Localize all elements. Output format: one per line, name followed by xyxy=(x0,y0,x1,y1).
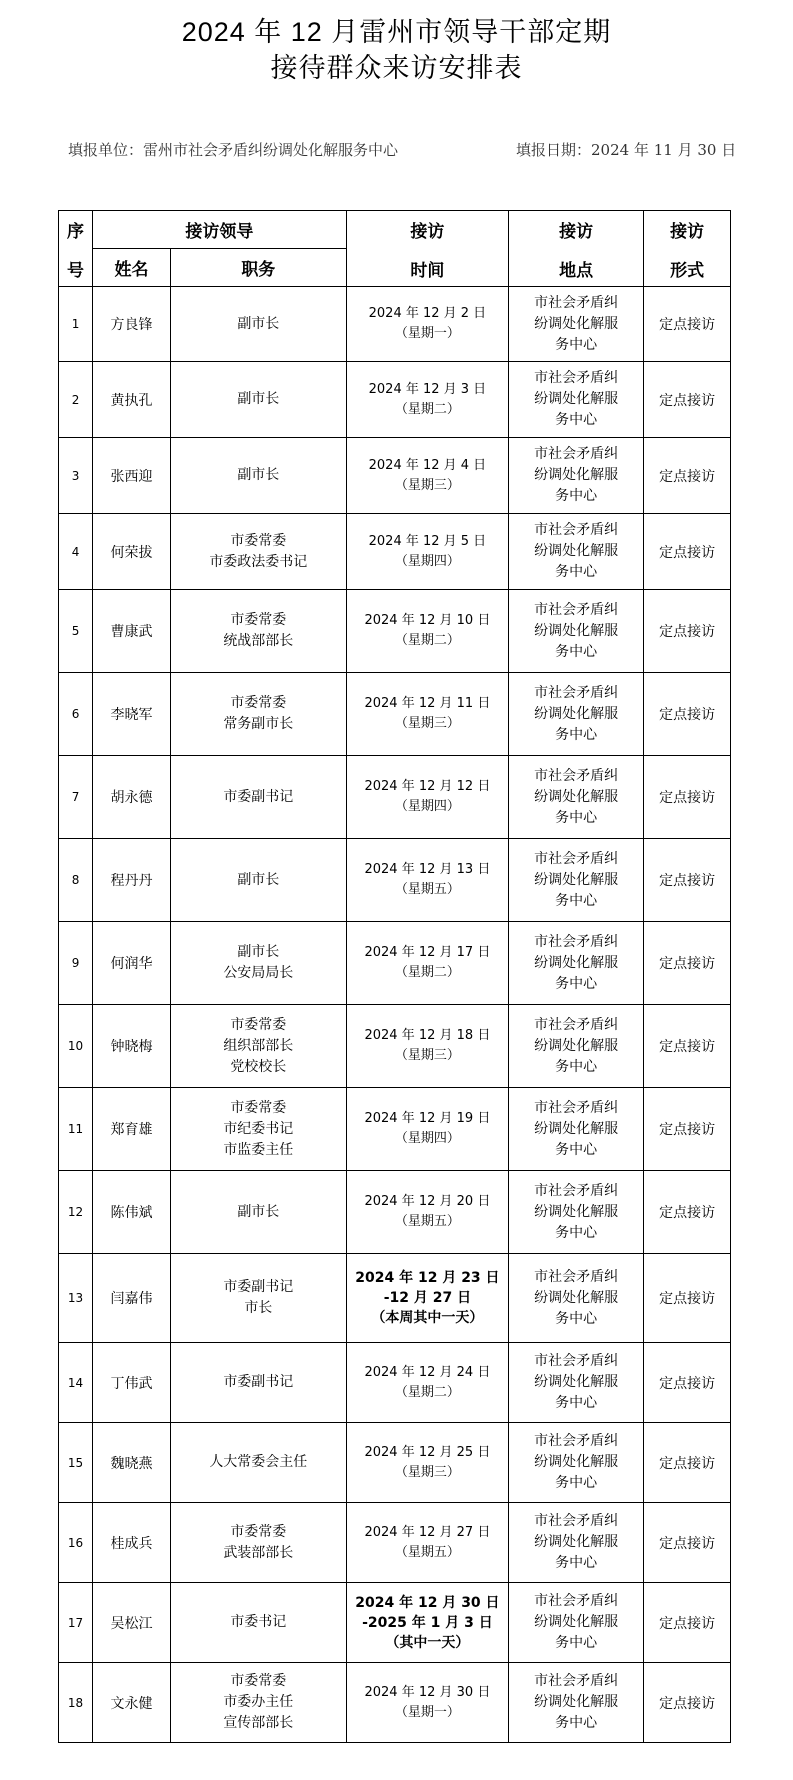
visit-place xyxy=(509,287,644,362)
time-line: 2024 年 12 月 20 日 xyxy=(364,1194,491,1209)
leader-position xyxy=(170,1583,346,1663)
place-line: 纷调处化解服 xyxy=(534,1374,619,1390)
place-line: 务中心 xyxy=(555,726,598,743)
row-number: 11 xyxy=(59,1088,93,1171)
time-line: （星期四） xyxy=(394,1131,460,1146)
row-number: 4 xyxy=(59,514,93,590)
place-line: 纷调处化解服 xyxy=(534,1037,619,1054)
visit-time xyxy=(346,514,509,590)
header-form xyxy=(644,211,731,287)
visit-form: 定点接访 xyxy=(644,287,731,362)
visit-time xyxy=(346,287,509,362)
position-line: 市委常委 xyxy=(230,1673,287,1689)
position-line: 宣传部部长 xyxy=(223,1715,294,1731)
leader-position xyxy=(170,514,346,590)
visit-time xyxy=(346,673,509,756)
place-line: 务中心 xyxy=(555,1224,598,1241)
header-no xyxy=(59,211,93,287)
visit-place xyxy=(509,1005,644,1088)
place-line: 务中心 xyxy=(555,1141,598,1158)
position-line: 副市长 xyxy=(237,1203,280,1220)
time-line: 2024 年 12 月 27 日 xyxy=(364,1524,491,1540)
table-row xyxy=(59,1171,731,1254)
visit-place xyxy=(509,1088,644,1171)
header-form-top: 接访 xyxy=(670,221,705,242)
place-line: 市社会矛盾纠 xyxy=(534,522,619,538)
time-line: （星期四） xyxy=(394,799,460,814)
position-line: 副市长 xyxy=(237,944,280,960)
position-line: 市委常委 xyxy=(230,612,287,628)
table-row xyxy=(59,1254,731,1343)
position-line: 公安局局长 xyxy=(223,965,294,981)
table-row xyxy=(59,287,731,362)
visit-form: 定点接访 xyxy=(644,1171,731,1254)
row-number: 5 xyxy=(59,590,93,673)
time-line: （星期五） xyxy=(394,1544,460,1560)
place-line: 纷调处化解服 xyxy=(534,315,619,332)
visit-time xyxy=(346,756,509,839)
visit-place xyxy=(509,514,644,590)
table-row xyxy=(59,438,731,514)
visit-time xyxy=(346,1423,509,1503)
time-line: （星期五） xyxy=(394,882,460,897)
visit-place xyxy=(509,590,644,673)
place-line: 市社会矛盾纠 xyxy=(534,601,619,618)
place-line: 市社会矛盾纠 xyxy=(534,1513,619,1529)
time-line: （星期三） xyxy=(394,1464,460,1480)
place-line: 市社会矛盾纠 xyxy=(534,933,619,950)
position-line: 副市长 xyxy=(237,467,280,483)
visit-form: 定点接访 xyxy=(644,1423,731,1503)
place-line: 市社会矛盾纠 xyxy=(534,1016,619,1033)
header-time xyxy=(346,211,509,287)
place-line: 纷调处化解服 xyxy=(534,467,619,483)
row-number: 18 xyxy=(59,1663,93,1743)
table-row xyxy=(59,1583,731,1663)
position-line: 武装部部长 xyxy=(223,1544,294,1561)
time-line: （星期四） xyxy=(394,553,460,569)
position-line: 市委政法委书记 xyxy=(209,553,308,570)
place-line: 务中心 xyxy=(555,1715,598,1731)
leader-name: 郑育雄 xyxy=(93,1088,171,1171)
position-line: 党校校长 xyxy=(230,1058,287,1075)
table-row xyxy=(59,1005,731,1088)
leader-position xyxy=(170,756,346,839)
visit-place xyxy=(509,1503,644,1583)
leader-name: 胡永德 xyxy=(93,756,171,839)
leader-name: 陈伟斌 xyxy=(93,1171,171,1254)
leader-position xyxy=(170,1503,346,1583)
time-line: 2024 年 12 月 5 日 xyxy=(368,533,487,549)
row-number: 2 xyxy=(59,362,93,438)
visit-form: 定点接访 xyxy=(644,1254,731,1343)
position-line: 统战部部长 xyxy=(223,633,294,649)
time-line: 2024 年 12 月 30 日 xyxy=(364,1684,491,1700)
table-row xyxy=(59,922,731,1005)
row-number: 9 xyxy=(59,922,93,1005)
place-line: 务中心 xyxy=(555,643,598,660)
place-line: 务中心 xyxy=(555,1310,598,1327)
position-line: 副市长 xyxy=(237,315,280,332)
place-line: 市社会矛盾纠 xyxy=(534,684,619,701)
reporting-date: 填报日期：2024 年 11 月 30 日 xyxy=(516,141,737,159)
leader-name: 桂成兵 xyxy=(93,1503,171,1583)
place-line: 务中心 xyxy=(555,336,598,353)
header-name: 姓名 xyxy=(93,249,171,287)
table-row xyxy=(59,1343,731,1423)
leader-name: 何荣拔 xyxy=(93,514,171,590)
place-line: 纷调处化解服 xyxy=(534,1454,619,1470)
table-row xyxy=(59,839,731,922)
header-time-bottom: 时间 xyxy=(410,260,445,281)
visit-form: 定点接访 xyxy=(644,839,731,922)
position-line: 市委常委 xyxy=(230,1523,287,1540)
visit-form: 定点接访 xyxy=(644,1663,731,1743)
time-line: （星期一） xyxy=(394,1704,460,1720)
place-line: 市社会矛盾纠 xyxy=(534,1593,619,1609)
place-line: 市社会矛盾纠 xyxy=(534,1099,619,1116)
leader-name: 李晓军 xyxy=(93,673,171,756)
time-line: 2024 年 12 月 13 日 xyxy=(364,862,491,877)
place-line: 务中心 xyxy=(555,564,598,580)
visit-time xyxy=(346,1663,509,1743)
header-leader: 接访领导 xyxy=(93,211,347,249)
place-line: 纷调处化解服 xyxy=(534,788,619,805)
visit-place xyxy=(509,1171,644,1254)
place-line: 市社会矛盾纠 xyxy=(534,1268,619,1285)
place-line: 纷调处化解服 xyxy=(534,954,619,971)
header-no-top: 序 xyxy=(67,221,85,242)
visit-place xyxy=(509,1423,644,1503)
position-line: 市委副书记 xyxy=(223,788,294,805)
header-row-1 xyxy=(59,211,731,249)
leader-name: 程丹丹 xyxy=(93,839,171,922)
leader-name: 闫嘉伟 xyxy=(93,1254,171,1343)
position-line: 常务副市长 xyxy=(223,716,294,732)
visit-form: 定点接访 xyxy=(644,922,731,1005)
position-line: 副市长 xyxy=(237,391,280,407)
visit-time xyxy=(346,1343,509,1423)
time-line: 2024 年 12 月 24 日 xyxy=(364,1364,491,1380)
document-title xyxy=(0,14,793,86)
header-no-bottom: 号 xyxy=(67,260,85,281)
leader-name: 丁伟武 xyxy=(93,1343,171,1423)
visit-time xyxy=(346,1254,509,1343)
position-line: 市监委主任 xyxy=(223,1141,294,1158)
row-number: 15 xyxy=(59,1423,93,1503)
visit-place xyxy=(509,1583,644,1663)
visit-time xyxy=(346,362,509,438)
time-line: （星期二） xyxy=(394,633,460,648)
position-line: 市纪委书记 xyxy=(223,1120,294,1137)
visit-form: 定点接访 xyxy=(644,1005,731,1088)
position-line: 市委常委 xyxy=(230,695,287,711)
place-line: 务中心 xyxy=(555,892,598,909)
leader-position xyxy=(170,1423,346,1503)
place-line: 纷调处化解服 xyxy=(534,705,619,722)
row-number: 16 xyxy=(59,1503,93,1583)
visit-form: 定点接访 xyxy=(644,1088,731,1171)
table-row xyxy=(59,1423,731,1503)
leader-position xyxy=(170,438,346,514)
position-line: 副市长 xyxy=(237,871,280,888)
table-row xyxy=(59,1663,731,1743)
title-line-1: 2024 年 12 月雷州市领导干部定期 xyxy=(181,17,612,47)
place-line: 市社会矛盾纠 xyxy=(534,1353,619,1369)
header-place xyxy=(509,211,644,287)
leader-position xyxy=(170,362,346,438)
leader-position xyxy=(170,1005,346,1088)
position-line: 市委办主任 xyxy=(223,1694,294,1710)
visit-time xyxy=(346,839,509,922)
reporting-unit: 填报单位：雷州市社会矛盾纠纷调处化解服务中心 xyxy=(68,141,399,159)
row-number: 1 xyxy=(59,287,93,362)
visit-place xyxy=(509,1254,644,1343)
leader-name: 方良锋 xyxy=(93,287,171,362)
position-line: 市委副书记 xyxy=(223,1279,294,1295)
row-number: 8 xyxy=(59,839,93,922)
table-row xyxy=(59,362,731,438)
time-line: 2024 年 12 月 17 日 xyxy=(364,945,491,960)
time-line: -12 月 27 日 xyxy=(383,1290,472,1306)
place-line: 市社会矛盾纠 xyxy=(534,1182,619,1199)
time-line: 2024 年 12 月 18 日 xyxy=(364,1028,491,1043)
time-line: 2024 年 12 月 25 日 xyxy=(364,1444,491,1460)
place-line: 务中心 xyxy=(555,1395,598,1411)
place-line: 纷调处化解服 xyxy=(534,1203,619,1220)
leader-position xyxy=(170,1171,346,1254)
time-line: （星期三） xyxy=(394,477,460,493)
place-line: 市社会矛盾纠 xyxy=(534,1433,619,1449)
title-line-2: 接待群众来访安排表 xyxy=(270,53,523,83)
visit-time xyxy=(346,922,509,1005)
header-time-top: 接访 xyxy=(410,221,445,242)
visit-place xyxy=(509,839,644,922)
header-form-bottom: 形式 xyxy=(670,260,705,281)
visit-form: 定点接访 xyxy=(644,590,731,673)
leader-name: 曹康武 xyxy=(93,590,171,673)
time-line: 2024 年 12 月 10 日 xyxy=(364,613,491,628)
leader-name: 张西迎 xyxy=(93,438,171,514)
position-line: 市委常委 xyxy=(230,1099,287,1116)
leader-position xyxy=(170,590,346,673)
leader-position xyxy=(170,922,346,1005)
place-line: 纷调处化解服 xyxy=(534,1694,619,1710)
position-line: 市委常委 xyxy=(230,1016,287,1033)
row-number: 13 xyxy=(59,1254,93,1343)
place-line: 市社会矛盾纠 xyxy=(534,294,619,311)
visit-form: 定点接访 xyxy=(644,756,731,839)
leader-position xyxy=(170,1088,346,1171)
time-line: 2024 年 12 月 4 日 xyxy=(368,457,487,473)
visit-form: 定点接访 xyxy=(644,514,731,590)
header-place-bottom: 地点 xyxy=(559,260,594,281)
place-line: 纷调处化解服 xyxy=(534,1120,619,1137)
time-line: （星期二） xyxy=(394,965,460,980)
time-line: 2024 年 12 月 19 日 xyxy=(364,1111,491,1126)
header-position: 职务 xyxy=(170,249,346,287)
position-line: 市长 xyxy=(244,1300,273,1316)
visit-form: 定点接访 xyxy=(644,362,731,438)
leader-position xyxy=(170,839,346,922)
leader-position xyxy=(170,673,346,756)
place-line: 纷调处化解服 xyxy=(534,1289,619,1306)
leader-name: 钟晓梅 xyxy=(93,1005,171,1088)
place-line: 纷调处化解服 xyxy=(534,543,619,559)
row-number: 14 xyxy=(59,1343,93,1423)
place-line: 市社会矛盾纠 xyxy=(534,446,619,462)
schedule-body xyxy=(59,287,731,1743)
time-line: （星期三） xyxy=(394,716,460,731)
table-row xyxy=(59,1503,731,1583)
visit-place xyxy=(509,756,644,839)
place-line: 纷调处化解服 xyxy=(534,1614,619,1630)
row-number: 3 xyxy=(59,438,93,514)
time-line: （星期二） xyxy=(394,1384,460,1400)
position-line: 人大常委会主任 xyxy=(209,1454,308,1470)
position-line: 市委常委 xyxy=(230,532,287,549)
place-line: 纷调处化解服 xyxy=(534,1534,619,1550)
visit-time xyxy=(346,1171,509,1254)
position-line: 市委书记 xyxy=(230,1614,287,1630)
schedule-table xyxy=(58,210,731,1743)
time-line: -2025 年 1 月 3 日 xyxy=(362,1614,493,1631)
visit-form: 定点接访 xyxy=(644,673,731,756)
time-line: （星期二） xyxy=(394,401,460,417)
visit-time xyxy=(346,1005,509,1088)
place-line: 纷调处化解服 xyxy=(534,871,619,888)
visit-time xyxy=(346,1088,509,1171)
position-line: 组织部部长 xyxy=(223,1037,294,1054)
header-place-top: 接访 xyxy=(559,221,594,242)
row-number: 17 xyxy=(59,1583,93,1663)
place-line: 务中心 xyxy=(555,412,598,428)
time-line: 2024 年 12 月 12 日 xyxy=(364,779,491,794)
table-row xyxy=(59,590,731,673)
place-line: 务中心 xyxy=(555,809,598,826)
leader-position xyxy=(170,1254,346,1343)
visit-place xyxy=(509,673,644,756)
visit-place xyxy=(509,438,644,514)
place-line: 市社会矛盾纠 xyxy=(534,767,619,784)
time-line: （本周其中一天） xyxy=(371,1310,484,1326)
place-line: 务中心 xyxy=(555,975,598,992)
visit-place xyxy=(509,1663,644,1743)
row-number: 10 xyxy=(59,1005,93,1088)
table-row xyxy=(59,514,731,590)
position-line: 市委副书记 xyxy=(223,1374,294,1390)
table-row xyxy=(59,1088,731,1171)
leader-position xyxy=(170,287,346,362)
table-row xyxy=(59,673,731,756)
time-line: 2024 年 12 月 3 日 xyxy=(368,381,487,397)
time-line: （星期一） xyxy=(394,326,460,341)
visit-form: 定点接访 xyxy=(644,1503,731,1583)
visit-place xyxy=(509,362,644,438)
place-line: 务中心 xyxy=(555,488,598,504)
place-line: 纷调处化解服 xyxy=(534,622,619,639)
row-number: 12 xyxy=(59,1171,93,1254)
visit-time xyxy=(346,1583,509,1663)
time-line: 2024 年 12 月 11 日 xyxy=(364,696,491,711)
time-line: 2024 年 12 月 23 日 xyxy=(355,1270,500,1286)
leader-name: 魏晓燕 xyxy=(93,1423,171,1503)
time-line: （其中一天） xyxy=(385,1634,470,1651)
row-number: 7 xyxy=(59,756,93,839)
place-line: 市社会矛盾纠 xyxy=(534,850,619,867)
visit-time xyxy=(346,438,509,514)
leader-name: 何润华 xyxy=(93,922,171,1005)
visit-form: 定点接访 xyxy=(644,438,731,514)
visit-time xyxy=(346,590,509,673)
visit-form: 定点接访 xyxy=(644,1583,731,1663)
leader-name: 文永健 xyxy=(93,1663,171,1743)
place-line: 市社会矛盾纠 xyxy=(534,370,619,386)
time-line: 2024 年 12 月 30 日 xyxy=(355,1594,500,1611)
visit-place xyxy=(509,922,644,1005)
place-line: 务中心 xyxy=(555,1058,598,1075)
time-line: （星期三） xyxy=(394,1048,460,1063)
place-line: 务中心 xyxy=(555,1635,598,1651)
time-line: （星期五） xyxy=(394,1214,460,1229)
table-row xyxy=(59,756,731,839)
place-line: 务中心 xyxy=(555,1475,598,1491)
leader-name: 黄执孔 xyxy=(93,362,171,438)
place-line: 务中心 xyxy=(555,1555,598,1571)
time-line: 2024 年 12 月 2 日 xyxy=(368,306,487,321)
visit-form: 定点接访 xyxy=(644,1343,731,1423)
leader-position xyxy=(170,1343,346,1423)
place-line: 纷调处化解服 xyxy=(534,391,619,407)
visit-time xyxy=(346,1503,509,1583)
place-line: 市社会矛盾纠 xyxy=(534,1673,619,1689)
visit-place xyxy=(509,1343,644,1423)
row-number: 6 xyxy=(59,673,93,756)
leader-name: 吴松江 xyxy=(93,1583,171,1663)
leader-position xyxy=(170,1663,346,1743)
